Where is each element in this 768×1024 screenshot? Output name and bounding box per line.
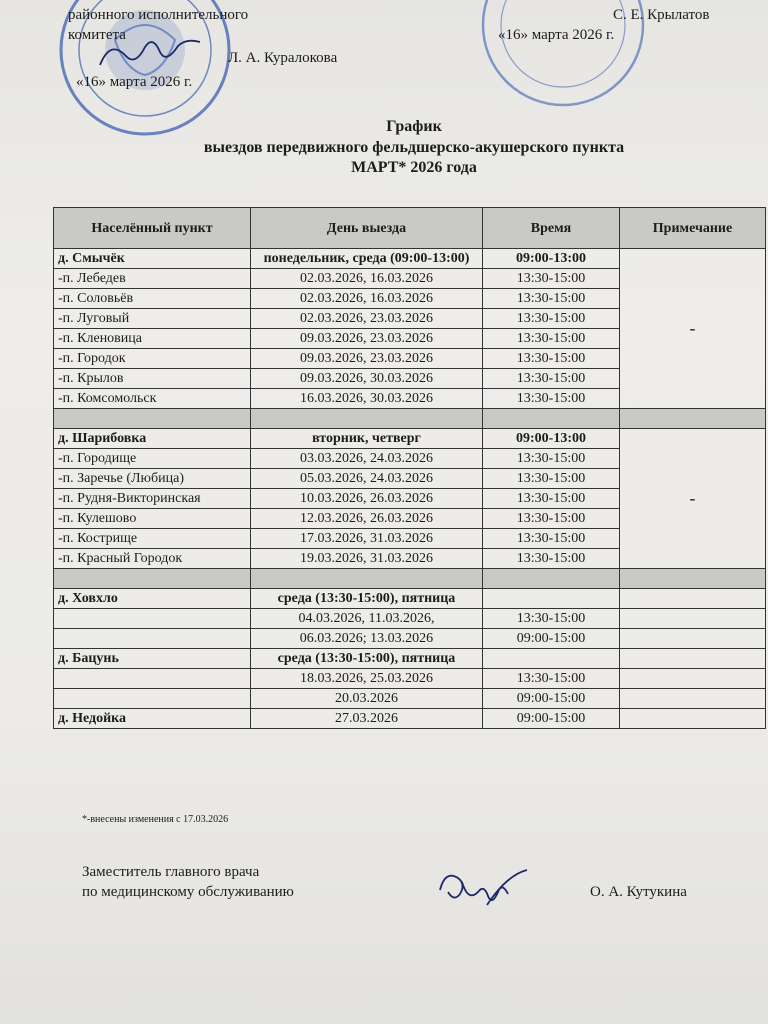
settlement-cell: д. Недойка [54, 709, 251, 729]
time-cell: 13:30-15:00 [483, 369, 620, 389]
settlement-cell: -п. Кленовица [54, 329, 251, 349]
time-cell [483, 589, 620, 609]
approval-left-line1: районного исполнительного [68, 7, 249, 23]
title-line1: График [386, 118, 442, 135]
settlement-cell [54, 689, 251, 709]
table-row [54, 429, 766, 449]
note-cell [620, 629, 766, 649]
note-cell [620, 669, 766, 689]
time-cell: 09:00-13:00 [483, 249, 620, 269]
note-cell [620, 589, 766, 609]
time-cell: 13:30-15:00 [483, 489, 620, 509]
day-cell: 06.03.2026; 13.03.2026 [251, 629, 483, 649]
table-row [54, 669, 766, 689]
settlement-cell: -п. Крылов [54, 369, 251, 389]
footnote: *-внесены изменения с 17.03.2026 [82, 814, 229, 825]
schedule-table [53, 207, 766, 729]
table-row [54, 709, 766, 729]
time-cell: 13:30-15:00 [483, 549, 620, 569]
day-cell: 05.03.2026, 24.03.2026 [251, 469, 483, 489]
signature-bottom [432, 860, 532, 915]
approval-left-name: Л. А. Куралокова [228, 50, 338, 66]
day-cell: 12.03.2026, 26.03.2026 [251, 509, 483, 529]
time-cell: 13:30-15:00 [483, 469, 620, 489]
day-cell: 20.03.2026 [251, 689, 483, 709]
signer-position-line2: по медицинскому обслуживанию [82, 884, 294, 900]
day-cell: 09.03.2026, 23.03.2026 [251, 329, 483, 349]
title-line2: выездов передвижного фельдшерско-акушерского пункта [203, 139, 625, 156]
settlement-cell: -п. Лебедев [54, 269, 251, 289]
settlement-cell [54, 629, 251, 649]
settlement-cell: д. Шарибовка [54, 429, 251, 449]
settlement-cell [54, 669, 251, 689]
note-cell [620, 649, 766, 669]
table-row [54, 689, 766, 709]
day-cell: 17.03.2026, 31.03.2026 [251, 529, 483, 549]
time-cell: 13:30-15:00 [483, 269, 620, 289]
day-cell: среда (13:30-15:00), пятница [251, 589, 483, 609]
column-header: Время [483, 208, 620, 249]
column-header: Примечание [620, 208, 766, 249]
time-cell: 13:30-15:00 [483, 349, 620, 369]
time-cell: 13:30-15:00 [483, 449, 620, 469]
time-cell: 13:30-15:00 [483, 509, 620, 529]
table-row [54, 589, 766, 609]
day-cell: 03.03.2026, 24.03.2026 [251, 449, 483, 469]
time-cell: 09:00-15:00 [483, 629, 620, 649]
approval-right-date: «16» марта 2026 г. [498, 27, 615, 43]
approval-left-line2: комитета [68, 27, 126, 43]
day-cell: 02.03.2026, 23.03.2026 [251, 309, 483, 329]
day-cell: вторник, четверг [251, 429, 483, 449]
table-row [54, 249, 766, 269]
note-cell [620, 709, 766, 729]
note-cell [620, 689, 766, 709]
time-cell: 13:30-15:00 [483, 329, 620, 349]
time-cell: 13:30-15:00 [483, 309, 620, 329]
time-cell: 09:00-15:00 [483, 689, 620, 709]
day-cell: 02.03.2026, 16.03.2026 [251, 269, 483, 289]
time-cell: 13:30-15:00 [483, 669, 620, 689]
day-cell: 10.03.2026, 26.03.2026 [251, 489, 483, 509]
separator-row [54, 409, 766, 429]
day-cell: 04.03.2026, 11.03.2026, [251, 609, 483, 629]
time-cell: 09:00-15:00 [483, 709, 620, 729]
signer-position-line1: Заместитель главного врача [82, 864, 260, 880]
time-cell: 13:30-15:00 [483, 529, 620, 549]
approval-right-name: С. Е. Крылатов [613, 7, 710, 23]
table-row [54, 649, 766, 669]
day-cell: 19.03.2026, 31.03.2026 [251, 549, 483, 569]
day-cell: 18.03.2026, 25.03.2026 [251, 669, 483, 689]
day-cell: 09.03.2026, 30.03.2026 [251, 369, 483, 389]
settlement-cell: -п. Луговый [54, 309, 251, 329]
table-row [54, 629, 766, 649]
title-line3: МАРТ* 2026 года [351, 159, 477, 176]
settlement-cell: -п. Городок [54, 349, 251, 369]
settlement-cell: -п. Городище [54, 449, 251, 469]
settlement-cell: д. Смычёк [54, 249, 251, 269]
column-header: День выезда [251, 208, 483, 249]
time-cell: 13:30-15:00 [483, 289, 620, 309]
settlement-cell: -п. Комсомольск [54, 389, 251, 409]
table-header-row [54, 208, 766, 249]
day-cell: 16.03.2026, 30.03.2026 [251, 389, 483, 409]
approval-left-date: «16» марта 2026 г. [76, 74, 193, 90]
signature-left [95, 35, 205, 75]
settlement-cell: -п. Заречье (Любица) [54, 469, 251, 489]
day-cell: понедельник, среда (09:00-13:00) [251, 249, 483, 269]
time-cell: 09:00-13:00 [483, 429, 620, 449]
time-cell: 13:30-15:00 [483, 389, 620, 409]
settlement-cell: -п. Соловьёв [54, 289, 251, 309]
note-cell: - [620, 249, 766, 409]
column-header: Населённый пункт [54, 208, 251, 249]
day-cell: 27.03.2026 [251, 709, 483, 729]
day-cell: среда (13:30-15:00), пятница [251, 649, 483, 669]
settlement-cell: -п. Красный Городок [54, 549, 251, 569]
day-cell: 02.03.2026, 16.03.2026 [251, 289, 483, 309]
signer-name: О. А. Кутукина [590, 884, 687, 900]
time-cell [483, 649, 620, 669]
day-cell: 09.03.2026, 23.03.2026 [251, 349, 483, 369]
settlement-cell: д. Бацунь [54, 649, 251, 669]
settlement-cell: д. Ховхло [54, 589, 251, 609]
note-cell [620, 609, 766, 629]
table-row [54, 609, 766, 629]
note-cell: - [620, 429, 766, 569]
settlement-cell: -п. Кулешово [54, 509, 251, 529]
settlement-cell: -п. Кострище [54, 529, 251, 549]
settlement-cell: -п. Рудня-Викторинская [54, 489, 251, 509]
settlement-cell [54, 609, 251, 629]
time-cell: 13:30-15:00 [483, 609, 620, 629]
separator-row [54, 569, 766, 589]
